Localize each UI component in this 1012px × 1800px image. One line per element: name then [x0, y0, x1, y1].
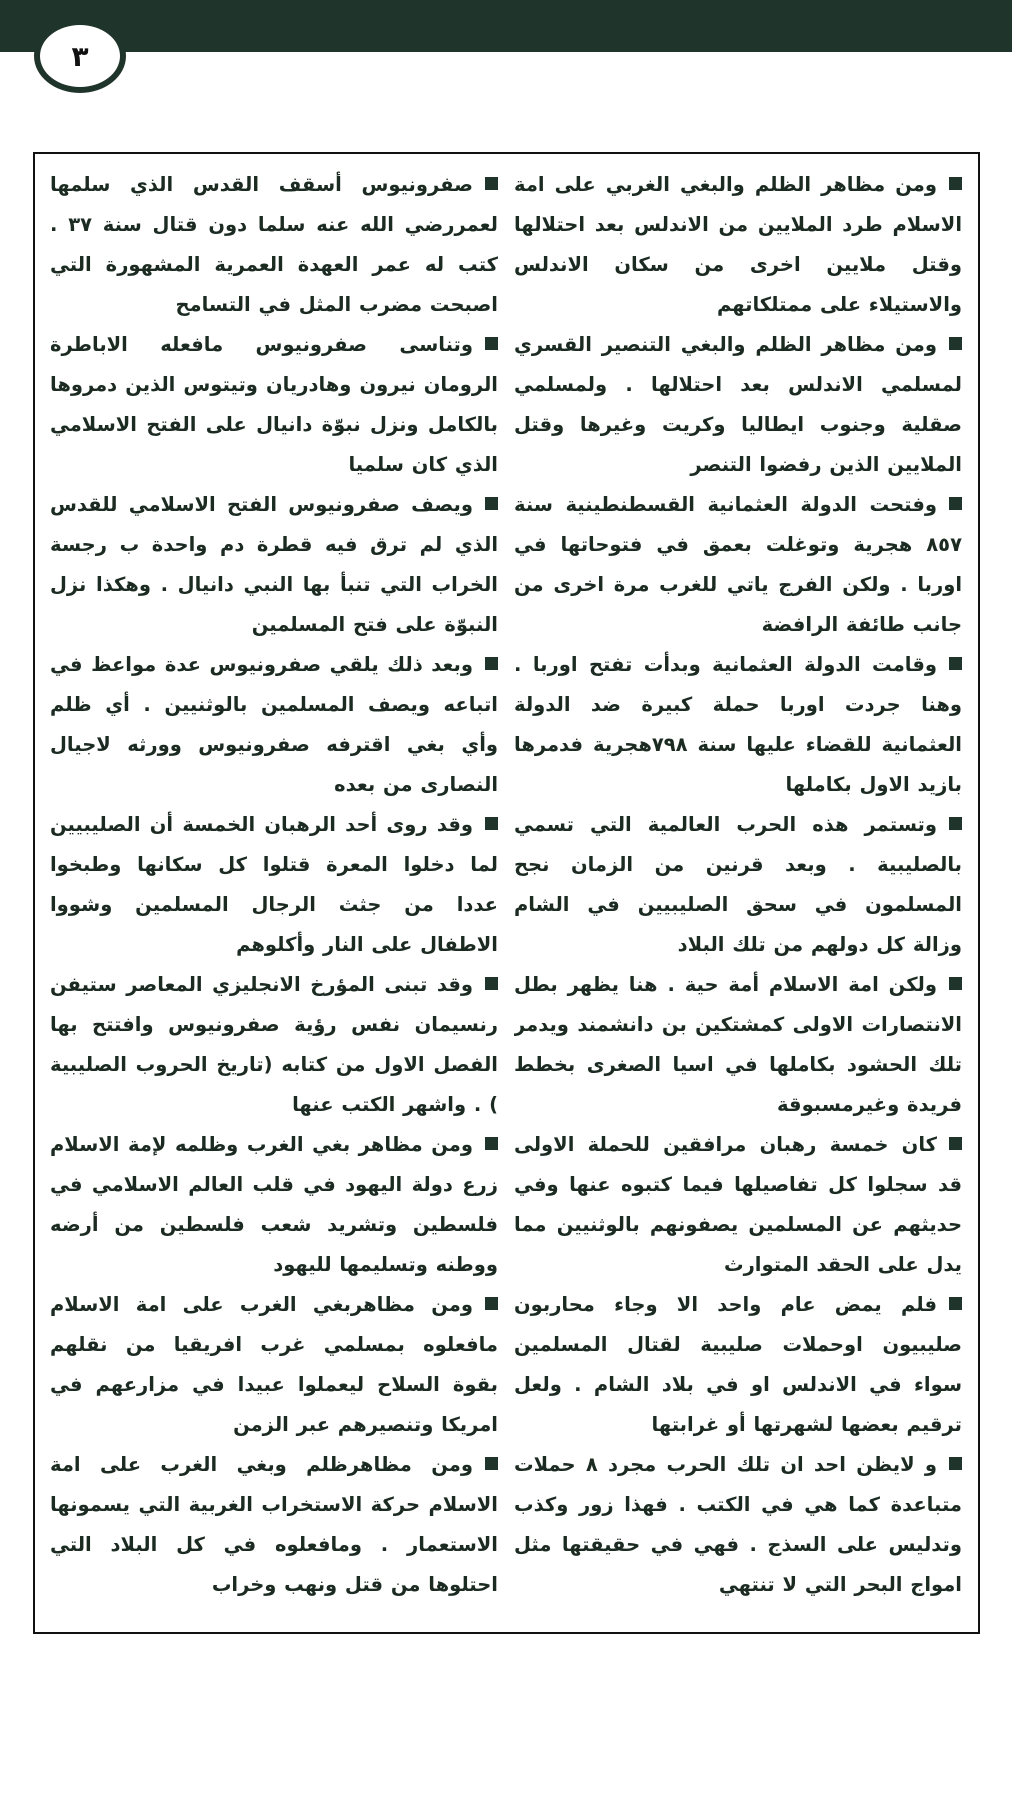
header-bar [0, 0, 1012, 52]
square-bullet-icon [949, 1457, 962, 1470]
paragraph [50, 805, 498, 965]
paragraph [514, 1285, 962, 1445]
paragraph [50, 645, 498, 805]
paragraph-text: ويصف صفرونيوس الفتح الاسلامي للقدس الذي لم ترق فيه قطرة دم واحدة ب رجسة الخراب التي تنبأ بها النبي دانيال . وهكذا نزل النبوّة على فتح المسلمين [50, 493, 498, 636]
paragraph [514, 165, 962, 325]
paragraph-text: وقد تبنى المؤرخ الانجليزي المعاصر ستيفن رنسيمان نفس رؤية صفرونيوس وافتتح بها الفصل الاول من كتابه (تاريخ الحروب الصليبية ) . واشهر الكتب عنها [50, 973, 498, 1116]
paragraph-text: و لايظن احد ان تلك الحرب مجرد ٨ حملات متباعدة كما هي في الكتب . فهذا زور وكذب وتدليس على السذج . فهي في حقيقتها مثل امواج البحر التي لا تنتهي [514, 1453, 962, 1596]
article-columns [50, 165, 962, 1605]
square-bullet-icon [949, 497, 962, 510]
paragraph [50, 325, 498, 485]
paragraph-text: وفتحت الدولة العثمانية القسطنطينية سنة ٨٥٧ هجرية وتوغلت بعمق في فتوحاتها في اوربا . ولكن الفرج ياتي للغرب مرة اخرى من جانب طائفة الرافضة [514, 493, 962, 636]
paragraph [50, 1285, 498, 1445]
paragraph [50, 485, 498, 645]
paragraph-text: وقد روى أحد الرهبان الخمسة أن الصليبيين لما دخلوا المعرة قتلوا كل سكانها وطبخوا عددا من جثث الرجال المسلمين وشووا الاطفال على النار وأكلوهم [50, 813, 498, 956]
square-bullet-icon [485, 977, 498, 990]
paragraph-text: ومن مظاهر الظلم والبغي الغربي على امة الاسلام طرد الملايين من الاندلس بعد احتلالها وقتل ملايين اخرى من سكان الاندلس والاستيلاء على ممتلكاتهم [514, 173, 962, 316]
paragraph [514, 805, 962, 965]
square-bullet-icon [949, 817, 962, 830]
paragraph-text: وتناسى صفرونيوس مافعله الاباطرة الرومان نيرون وهادريان وتيتوس الذين دمروها بالكامل ونزل نبوّة دانيال على الفتح الاسلامي الذي كان سلميا [50, 333, 498, 476]
paragraph-text: كان خمسة رهبان مرافقين للحملة الاولى قد سجلوا كل تفاصيلها فيما كتبوه عنها وفي حديثهم عن المسلمين يصفونهم بالوثنيين مما يدل على الحقد المتوارث [514, 1133, 962, 1276]
square-bullet-icon [485, 337, 498, 350]
page-number: ٣ [71, 40, 89, 73]
paragraph [514, 325, 962, 485]
square-bullet-icon [485, 497, 498, 510]
square-bullet-icon [485, 1457, 498, 1470]
square-bullet-icon [949, 1137, 962, 1150]
square-bullet-icon [949, 177, 962, 190]
paragraph-text: صفرونيوس أسقف القدس الذي سلمها لعمررضي الله عنه سلما دون قتال سنة ٣٧ . كتب له عمر العهدة العمرية المشهورة التي اصبحت مضرب المثل في التسامح [50, 173, 498, 316]
paragraph-text: ومن مظاهر الظلم والبغي التنصير القسري لمسلمي الاندلس بعد احتلالها . ولمسلمي صقلية وجنوب ايطاليا وكريت وغيرها وقتل الملايين الذين رفضوا التنصر [514, 333, 962, 476]
page-number-badge [34, 19, 126, 93]
square-bullet-icon [485, 177, 498, 190]
square-bullet-icon [485, 1137, 498, 1150]
paragraph [50, 1125, 498, 1285]
paragraph [514, 1445, 962, 1605]
square-bullet-icon [949, 1297, 962, 1310]
paragraph-text: ومن مظاهر بغي الغرب وظلمه لإمة الاسلام زرع دولة اليهود في قلب العالم الاسلامي في فلسطين وتشريد شعب فلسطين من أرضه ووطنه وتسليمها لليهود [50, 1133, 498, 1276]
square-bullet-icon [485, 817, 498, 830]
left-column [514, 165, 962, 1605]
square-bullet-icon [485, 657, 498, 670]
paragraph-text: وتستمر هذه الحرب العالمية التي تسمي بالصليبية . وبعد قرنين من الزمان نجح المسلمون في سحق الصليبيين في الشام وزالة كل دولهم من تلك البلاد [514, 813, 962, 956]
paragraph [50, 1445, 498, 1605]
paragraph [514, 1125, 962, 1285]
square-bullet-icon [949, 657, 962, 670]
square-bullet-icon [485, 1297, 498, 1310]
paragraph [50, 165, 498, 325]
paragraph-text: ومن مظاهربغي الغرب على امة الاسلام مافعلوه بمسلمي غرب افريقيا من نقلهم بقوة السلاح ليعملوا عبيدا في مزارعهم في امريكا وتنصيرهم عبر الزمن [50, 1293, 498, 1436]
square-bullet-icon [949, 337, 962, 350]
square-bullet-icon [949, 977, 962, 990]
paragraph [50, 965, 498, 1125]
paragraph-text: وبعد ذلك يلقي صفرونيوس عدة مواعظ في اتباعه ويصف المسلمين بالوثنيين . أي ظلم وأي بغي اقترفه صفرونيوس وورثه لاجيال النصارى من بعده [50, 653, 498, 796]
right-column [50, 165, 498, 1605]
paragraph [514, 645, 962, 805]
paragraph-text: ولكن امة الاسلام أمة حية . هنا يظهر بطل الانتصارات الاولى كمشتكين بن دانشمند ويدمر تلك الحشود بكاملها في اسيا الصغرى بخطط فريدة وغيرمسبوقة [514, 973, 962, 1116]
paragraph-text: فلم يمض عام واحد الا وجاء محاربون صليبيون اوحملات صليبية لقتال المسلمين سواء في الاندلس او في بلاد الشام . ولعل ترقيم بعضها لشهرتها أو غرابتها [514, 1293, 962, 1436]
paragraph [514, 965, 962, 1125]
paragraph [514, 485, 962, 645]
paragraph-text: ومن مظاهرظلم وبغي الغرب على امة الاسلام حركة الاستخراب الغربية التي يسمونها الاستعمار . ومافعلوه في كل البلاد التي احتلوها من قتل ونهب وخراب [50, 1453, 498, 1596]
paragraph-text: وقامت الدولة العثمانية وبدأت تفتح اوربا . وهنا جردت اوربا حملة كبيرة ضد الدولة العثمانية للقضاء عليها سنة ٧٩٨هجرية فدمرها بازيد الاول بكاملها [514, 653, 962, 796]
